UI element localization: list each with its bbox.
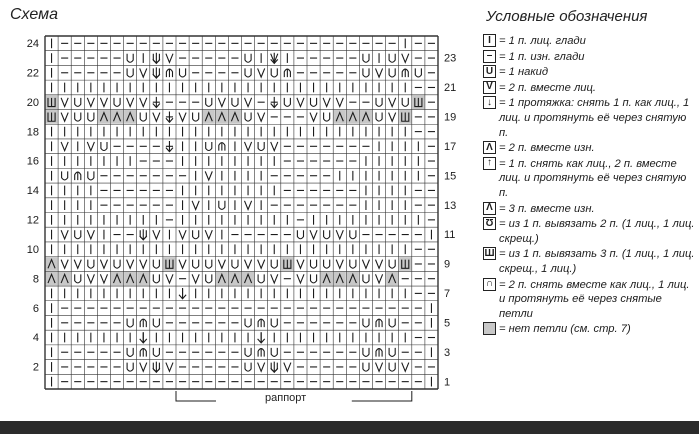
k2tog-mark (258, 68, 265, 77)
yarn-over-mark (245, 348, 251, 357)
k2tog-mark (205, 171, 212, 180)
yarn-over-mark (88, 113, 94, 122)
yarn-over-icon: U (483, 65, 496, 78)
k2tog-mark (297, 260, 304, 269)
s2kp-mark (376, 319, 382, 327)
k2tog-mark (192, 201, 199, 210)
yarn-over-mark (311, 260, 317, 269)
s2kp-mark (140, 319, 146, 327)
yarn-over-mark (258, 142, 264, 151)
s2kp-mark (219, 143, 225, 151)
yarn-over-mark (88, 171, 94, 180)
yarn-over-mark (258, 274, 264, 283)
k2tog-mark (100, 98, 107, 107)
k2tog-mark (140, 68, 147, 77)
yarn-over-mark (284, 98, 290, 107)
yarn-over-mark (127, 318, 133, 327)
legend-item-yarn-over (483, 65, 695, 80)
yarn-over-mark (376, 98, 382, 107)
skp-arrow-mark (140, 229, 147, 240)
k2tog-mark (402, 363, 409, 372)
legend-text: = 2 п. вместе изн. (499, 142, 595, 155)
yarn-over-mark (389, 318, 395, 327)
k2tog-mark (153, 230, 160, 239)
yarn-over-mark (127, 68, 133, 77)
k2tog-mark (284, 363, 291, 372)
s2kp-icon: ∩ (483, 278, 496, 291)
legend-text: = из 1 п. вывязать 3 п. (1 лиц., 1 лиц. скрещ., 1 лиц.) (499, 248, 695, 275)
k2tog-mark (245, 142, 252, 151)
sk2p-icon: ↑ (483, 157, 496, 170)
legend-text: = из 1 п. вывязать 2 п. (1 лиц., 1 лиц. скрещ.) (499, 218, 695, 245)
k2tog-mark (218, 260, 225, 269)
k2tog-mark (323, 98, 330, 107)
skp-icon: ↓ (483, 96, 496, 109)
yarn-over-mark (114, 260, 120, 269)
row-number-right: 21 (444, 82, 457, 95)
yarn-over-mark (75, 113, 81, 122)
s2kp-mark (166, 69, 172, 77)
yarn-over-mark (127, 54, 133, 63)
yarn-over-mark (180, 68, 186, 77)
k2tog-mark (87, 230, 94, 239)
yarn-over-mark (402, 98, 408, 107)
skp-arrow-mark (271, 53, 278, 64)
yarn-over-mark (271, 260, 277, 269)
increase-two-icon: Ʊ (483, 217, 496, 230)
yarn-over-mark (389, 260, 395, 269)
legend-item-s2kp (483, 278, 695, 322)
yarn-over-mark (140, 113, 146, 122)
legend-item-sk2p (483, 157, 695, 201)
s2kp-mark (258, 319, 264, 327)
no-stitch-icon (483, 322, 496, 335)
k2tog-mark (166, 54, 173, 63)
row-number-right: 11 (444, 229, 456, 242)
yarn-over-mark (127, 348, 133, 357)
legend-text: = 1 п. лиц. глади (499, 35, 586, 47)
skp-arrow-mark (153, 67, 160, 78)
row-number-right: 19 (444, 111, 457, 124)
k2tog-mark (310, 230, 317, 239)
row-number-left: 22 (26, 67, 39, 80)
skp-arrow-mark (153, 362, 160, 373)
k2tog-mark (376, 260, 383, 269)
yarn-over-mark (376, 113, 382, 122)
yarn-over-mark (271, 348, 277, 357)
chart-title: Схема (10, 6, 58, 23)
p3tog-icon: Ʌ (483, 202, 496, 215)
yarn-over-mark (219, 201, 225, 210)
yarn-over-mark (206, 142, 212, 151)
k2tog-mark (376, 363, 383, 372)
knit-stitch-icon: I (483, 34, 496, 47)
legend-text: = нет петли (см. стр. 7) (499, 323, 631, 336)
k2tog-mark (87, 98, 94, 107)
yarn-over-mark (297, 230, 303, 239)
legend-item-purl (483, 50, 695, 65)
yarn-over-mark (271, 68, 277, 77)
yarn-over-mark (101, 142, 107, 151)
k2tog-mark (179, 230, 186, 239)
yarn-over-mark (193, 113, 199, 122)
k2tog-mark (127, 98, 134, 107)
yarn-over-mark (206, 274, 212, 283)
k2tog-mark (61, 230, 68, 239)
k2tog-mark (87, 274, 94, 283)
yarn-over-mark (75, 98, 81, 107)
row-number-right: 9 (444, 258, 451, 271)
skp-arrow-mark (140, 332, 147, 343)
yarn-over-mark (232, 260, 238, 269)
row-number-left: 20 (26, 96, 39, 109)
yarn-over-mark (350, 260, 356, 269)
k2tog-mark (192, 274, 199, 283)
yarn-over-mark (193, 230, 199, 239)
row-number-left: 10 (26, 243, 39, 256)
yarn-over-mark (363, 274, 369, 283)
yarn-over-mark (232, 98, 238, 107)
row-number-left: 12 (26, 214, 39, 227)
legend-text: = 1 п. снять как лиц., 2 п. вместе лиц. и протянуть её через снятую п. (499, 157, 687, 199)
k2tog-mark (389, 113, 396, 122)
k2tog-mark (310, 113, 317, 122)
yarn-over-mark (311, 98, 317, 107)
increase-three-icon: Ш (484, 247, 495, 259)
row-number-left: 24 (26, 38, 39, 51)
legend-text: = 1 накид (499, 66, 549, 79)
k2tog-mark (258, 363, 265, 372)
k2tog-mark (179, 260, 186, 269)
yarn-over-mark (245, 113, 251, 122)
k2tog-mark (140, 98, 147, 107)
yarn-over-mark (206, 260, 212, 269)
yarn-over-mark (153, 348, 159, 357)
legend-text: = 3 п. вместе изн. (499, 202, 595, 215)
yarn-over-mark (245, 54, 251, 63)
k2tog-mark (87, 142, 94, 151)
s2kp-mark (75, 172, 81, 180)
k2tog-mark (258, 260, 265, 269)
k2tog-mark (140, 260, 147, 269)
yarn-over-mark (389, 68, 395, 77)
bottom-bar (0, 421, 699, 434)
row-number-right: 13 (444, 199, 457, 212)
row-number-right: 3 (444, 346, 451, 359)
k2tog-mark (153, 113, 160, 122)
row-number-left: 18 (26, 126, 39, 139)
k2tog-mark (402, 54, 409, 63)
row-number-right: 5 (444, 317, 451, 330)
yarn-over-mark (153, 274, 159, 283)
yarn-over-mark (88, 260, 94, 269)
k2tog-mark (258, 113, 265, 122)
legend-item-no-stitch (483, 322, 695, 337)
yarn-over-mark (311, 274, 317, 283)
legend-text: = 2 п. снять вместе как лиц., 1 лиц. и протянуть её через снятые петли (499, 278, 690, 320)
k2tog-mark (179, 113, 186, 122)
yarn-over-mark (363, 54, 369, 63)
row-number-left: 4 (32, 332, 39, 345)
skp-arrow-mark (258, 332, 265, 343)
yarn-over-mark (193, 260, 199, 269)
yarn-over-mark (363, 363, 369, 372)
k2tog-mark (61, 98, 68, 107)
legend-item-p3tog (483, 202, 695, 217)
legend-text: = 1 п. изн. глади (499, 50, 585, 63)
k2tog-mark (61, 142, 68, 151)
row-number-left: 2 (32, 361, 39, 374)
yarn-over-mark (363, 318, 369, 327)
k2tog-mark (245, 201, 252, 210)
k2tog-mark (140, 363, 147, 372)
legend-item-p2tog (483, 141, 695, 156)
yarn-over-mark (206, 98, 212, 107)
row-number-right: 7 (444, 288, 451, 301)
yarn-over-mark (389, 348, 395, 357)
legend (483, 34, 695, 338)
s2kp-mark (402, 69, 408, 77)
purl-stitch-icon: – (483, 50, 496, 63)
k2tog-mark (362, 260, 369, 269)
s2kp-mark (284, 69, 290, 77)
k2tog-mark (297, 274, 304, 283)
k2tog-mark (205, 230, 212, 239)
skp-arrow-mark (153, 53, 160, 64)
row-number-right: 15 (444, 170, 457, 183)
yarn-over-mark (245, 68, 251, 77)
k2tog-mark (376, 68, 383, 77)
yarn-over-mark (75, 230, 81, 239)
row-number-left: 8 (32, 273, 39, 286)
k2tog-mark (297, 98, 304, 107)
row-number-left: 16 (26, 155, 39, 168)
s2kp-mark (376, 349, 382, 357)
yarn-over-mark (127, 363, 133, 372)
k2tog-mark (336, 98, 343, 107)
row-number-left: 14 (26, 185, 39, 198)
k2tog-mark (127, 260, 134, 269)
yarn-over-mark (363, 68, 369, 77)
k2tog-mark (389, 98, 396, 107)
k2tog-mark (166, 363, 173, 372)
yarn-over-mark (363, 348, 369, 357)
k2tog-mark (74, 260, 81, 269)
legend-text: = 2 п. вместе лиц. (499, 81, 596, 94)
k2tog-mark (245, 260, 252, 269)
yarn-over-mark (245, 363, 251, 372)
row-number-right: 23 (444, 52, 457, 65)
k2tog-mark (61, 260, 68, 269)
legend-text: = 1 протяжка: снять 1 п. как лиц., 1 лиц. и протянуть её через снятую п. (499, 97, 690, 139)
yarn-over-mark (153, 260, 159, 269)
legend-item-inc2 (483, 217, 695, 246)
k2tog-mark (376, 274, 383, 283)
yarn-over-mark (324, 113, 330, 122)
k2tog-mark (61, 113, 68, 122)
k2tog-mark (336, 260, 343, 269)
s2kp-mark (258, 349, 264, 357)
k2tog-mark (100, 274, 107, 283)
rapport-label: раппорт (265, 392, 307, 404)
yarn-over-mark (245, 318, 251, 327)
yarn-over-mark (75, 274, 81, 283)
k2tog-mark (271, 142, 278, 151)
k2tog-mark (245, 98, 252, 107)
s2kp-mark (140, 349, 146, 357)
legend-item-k2tog (483, 81, 695, 96)
yarn-over-mark (350, 230, 356, 239)
yarn-over-mark (62, 171, 68, 180)
yarn-over-mark (114, 98, 120, 107)
yarn-over-mark (324, 230, 330, 239)
skp-arrow-mark (271, 362, 278, 373)
yarn-over-mark (389, 363, 395, 372)
yarn-over-mark (389, 54, 395, 63)
legend-item-skp (483, 96, 695, 140)
k2tog-icon: V (483, 81, 496, 94)
p2tog-icon: Λ (483, 141, 496, 154)
legend-title: Условные обозначения (486, 8, 648, 25)
row-number-left: 6 (32, 302, 39, 315)
yarn-over-mark (415, 68, 421, 77)
k2tog-mark (271, 274, 278, 283)
k2tog-mark (100, 260, 107, 269)
row-number-right: 17 (444, 140, 457, 153)
yarn-over-mark (153, 318, 159, 327)
yarn-over-mark (324, 260, 330, 269)
legend-item-knit (483, 34, 695, 49)
k2tog-mark (166, 274, 173, 283)
yarn-over-mark (271, 318, 277, 327)
k2tog-mark (336, 230, 343, 239)
row-number-right: 1 (444, 376, 451, 389)
legend-item-inc3 (483, 247, 695, 276)
k2tog-mark (218, 98, 225, 107)
skp-arrow-mark (179, 288, 186, 299)
